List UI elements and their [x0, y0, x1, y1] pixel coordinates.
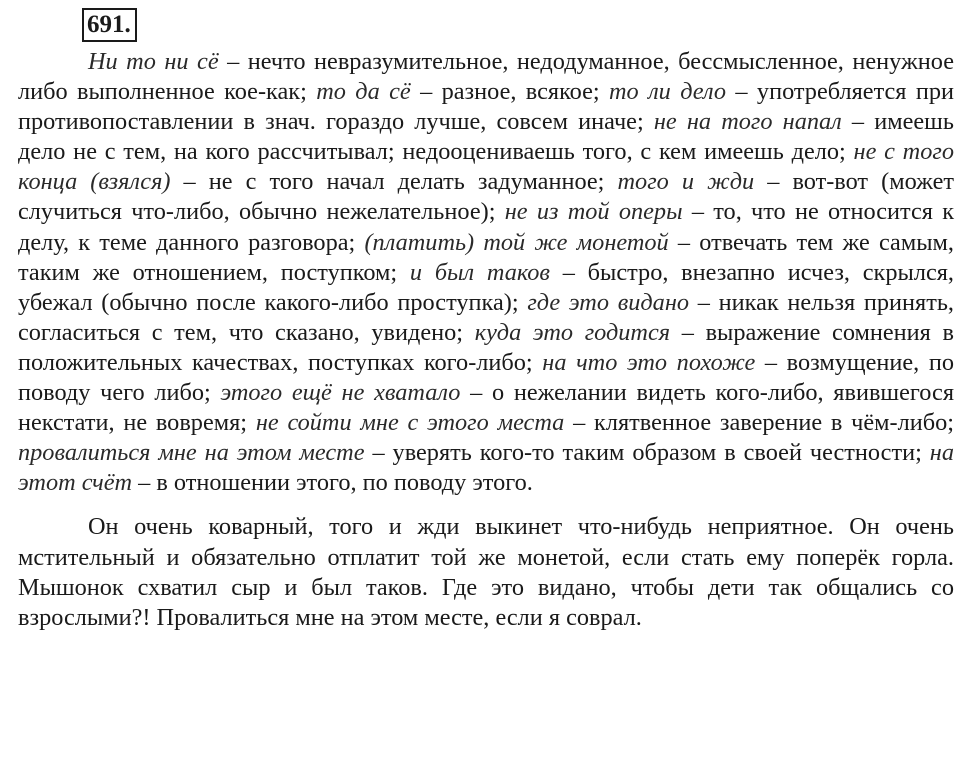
phrase-gde-eto-vidano: где это видано	[527, 288, 690, 316]
phrase-ne-na-togo-napal: не на того напал	[653, 108, 842, 136]
phrase-ne-s-togo-kontsa: не с того конца (взялся)	[18, 138, 955, 196]
meaning-ne-s-togo-kontsa: – не с того начал делать задуманное;	[170, 168, 618, 196]
meaning-na-etot-schet: – в отношении этого, по поводу этого.	[132, 469, 533, 497]
phrase-provalitsya-mne-na-etom-meste: провалиться мне на этом месте	[18, 439, 365, 467]
exercise-page	[18, 8, 954, 633]
phrase-to-da-se: то да сё	[316, 78, 411, 106]
phrase-togo-i-zhdi: того и жди	[617, 168, 755, 196]
meaning-ni-to-ni-se: – нечто невразумительное, недодуманное, бессмысленное, ненужное либо выполненное кое-как;	[18, 48, 954, 106]
phrase-kuda-eto-goditsya: куда это годится	[474, 318, 671, 346]
meaning-to-li-delo: – употребляется при противопоставлении в знач. гораздо лучше, совсем иначе;	[18, 78, 954, 136]
meaning-ne-soyti-mne-s-etogo-mesta: – клятвенное заверение в чём-либо;	[564, 409, 954, 437]
meaning-etogo-eshche-ne-khvatalo: – о нежелании видеть кого-либо, явившегося некстати, не вовремя;	[18, 379, 954, 437]
task-number: 691.	[82, 8, 137, 42]
phrase-ne-iz-toy-opery: не из той оперы	[504, 198, 683, 226]
phrase-ni-to-ni-se: Ни то ни сё	[88, 48, 219, 75]
phrase-i-byl-takov: и был таков	[409, 258, 550, 286]
meaning-provalitsya-mne-na-etom-meste: – уверять кого-то таким образом в своей честности;	[364, 439, 930, 467]
meaning-i-byl-takov: – быстро, внезапно исчез, скрылся, убежал (обычно после какого-либо проступка);	[18, 258, 954, 316]
phrase-platit-toy-zhe-monetoy: (платить) той же монетой	[364, 228, 669, 256]
meaning-na-chto-eto-pokhozhe: – возмущение, по поводу чего либо;	[18, 348, 954, 407]
phrase-to-li-delo: то ли дело	[609, 78, 727, 106]
phrase-na-etot-schet: на этот счёт	[18, 439, 954, 497]
phrase-na-chto-eto-pokhozhe: на что это похоже	[542, 348, 756, 376]
phrase-etogo-eshche-ne-khvatalo: этого ещё не хватало	[220, 379, 461, 407]
meaning-togo-i-zhdi: – вот-вот (может случиться что-либо, обычно нежелательное);	[18, 168, 954, 226]
meaning-platit-toy-zhe-monetoy: – отвечать тем же самым, таким же отношением, поступком;	[18, 228, 954, 286]
meaning-kuda-eto-goditsya: – выражение сомнения в положительных качествах, поступках кого-либо;	[18, 318, 954, 376]
meaning-ne-na-togo-napal: – имеешь дело не с тем, на кого рассчитывал; недооцениваешь того, с кем имеешь дело;	[18, 108, 954, 166]
meaning-gde-eto-vidano: – никак нельзя принять, согласиться с тем, что сказано, увидено;	[18, 288, 954, 346]
example-paragraph: Он очень коварный, того и жди выкинет что-нибудь неприятное. Он очень мстительный и обязательно отплатит той же монетой, если стать ему поперёк горла. Мышонок схватил сыр и был таков. Где это видано, чтобы дети так общались со взрослыми?! Провалиться мне на этом месте, если я соврал.	[18, 513, 954, 631]
meaning-to-da-se: – разное, всякое;	[410, 78, 610, 106]
phrase-ne-soyti-mne-s-etogo-mesta: не сойти мне с этого места	[255, 409, 565, 437]
meaning-ne-iz-toy-opery: – то, что не относится к делу, к теме данного разговора;	[18, 198, 954, 256]
definitions-paragraph	[18, 47, 954, 498]
